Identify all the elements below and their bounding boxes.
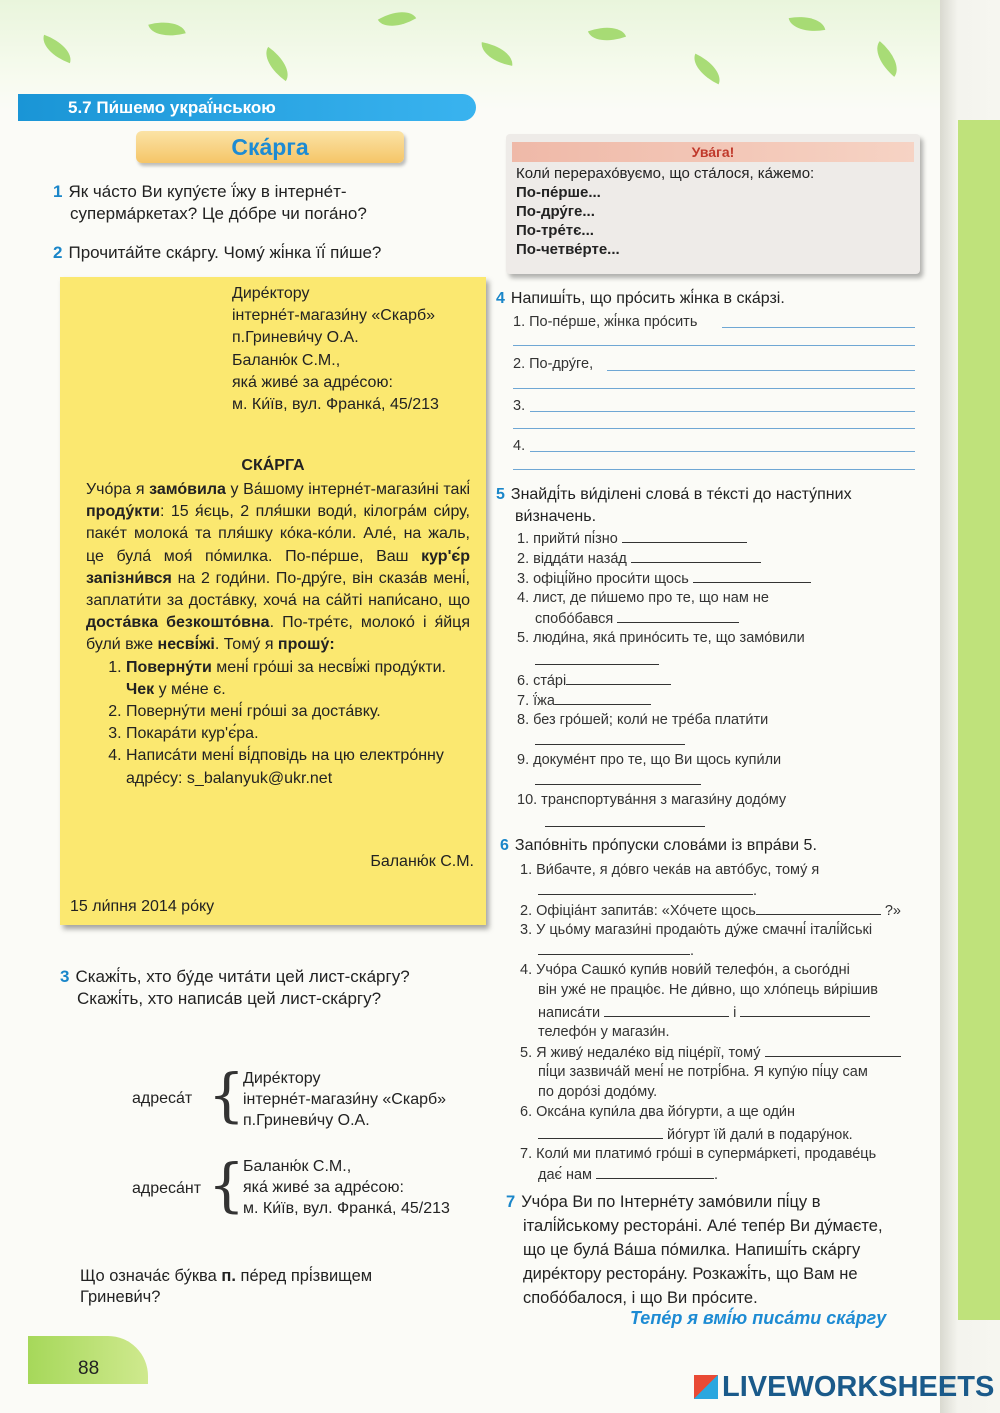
question-abbr: Що означа́є бу́ква п. пе́ред прі́звищем Гриневи́ч? [80, 1267, 373, 1306]
question-2: 2 Прочита́йте ска́ргу. Чому́ жі́нка її́ пи́ше? [53, 243, 382, 262]
q5-item: 9. докуме́нт про те, що Ви щось купи́ли [517, 752, 782, 768]
q5-item: 8. без гро́шей; коли́ не тре́ба плати́ти [517, 712, 769, 728]
question-4: 4 Напиші́ть, що про́сить жі́нка в ска́рзі. [496, 290, 785, 307]
letter-address: Дире́ктору інтерне́т-магази́ну «Скарб» п.Гриневи́чу О.А. Баланю́к С.М., яка́ живе́ за адре́сою: м. Ки́їв, вул. Франка́, 45/213 [232, 285, 439, 414]
answer-4: 4. [513, 438, 526, 454]
addressee-label: адреса́т [132, 1090, 193, 1107]
answer-3: 3. [513, 398, 526, 414]
letter-date: 15 ли́пня 2014 ро́ку [70, 898, 215, 915]
brace-icon: { [208, 1151, 245, 1219]
question-6: 6 Запо́вніть про́пуски слова́ми із впра́ви 5. [500, 837, 817, 854]
answer-1-field-2[interactable] [513, 345, 915, 346]
page-title: Ска́рга [136, 131, 404, 163]
attention-title: Ува́га! [512, 142, 914, 162]
letter-body: Учо́ра я замо́вила у Ва́шому інтерне́т-магази́ні такі́ проду́кти: 15 я́єць, 2 пля́шки води́, кілогра́м си́ру, паке́т молока́ та пля́шку ко́ка-ко́ли. Але́, на жаль, це була́ моя́ по́милка. По-пе́рше, Ваш кур'є́р запізни́вся на 2 годи́ни. По-дру́ге, він сказа́в мені́, заплати́ти за доста́вку, хоча́ на са́йті напи́сано, що доста́вка безкошто́вна. По-тре́тє, молоко́ і я́йця були́ вже несві́жі. Тому́ я прошу́: 1. Поверну́ти мені́ гро́ші за несві́жі проду́кти. Чек у ме́не є. 2. Поверну́ти мені́ гро́ші за доста́вку. 3. Покара́ти кур'є́ра. 4. Написа́ти мені́ ві́дповідь на цю електро́нну адре́су: s_balanyuk@ukr.net [86, 479, 470, 790]
sender-label: адреса́нт [132, 1180, 202, 1197]
q6-item: йо́гурт їй дали́ в подару́нок. [538, 1124, 853, 1145]
answer-2-field-2[interactable] [513, 388, 915, 389]
brace-icon: { [208, 1061, 245, 1129]
addressee-lines: Дире́ктору інтерне́т-магази́ну «Скарб» п.Гриневи́чу О.А. [243, 1070, 447, 1129]
answer-1: 1. По-пе́рше, жі́нка про́сить [513, 314, 698, 330]
sender-lines: Баланю́к С.М., яка́ живе́ за адре́сою: м. Ки́їв, вул. Франка́, 45/213 [243, 1158, 450, 1217]
q6-item: по доро́зі додо́му. [538, 1084, 658, 1100]
q5-item: 3. офіці́йно проси́ти щось [517, 568, 811, 589]
q5-item: 6. ста́рі [517, 670, 671, 691]
letter-title: СКА́РГА [241, 457, 305, 474]
question-5: 5 Знайді́ть ви́ділені слова́ в те́ксті до насту́пних ви́значень. [496, 486, 852, 525]
letter-requests: 1. Поверну́ти мені́ гро́ші за несві́жі проду́кти. Чек у ме́не є. 2. Поверну́ти мені́ гро́ші за доста́вку. 3. Покара́ти кур'є́ра. 4. Написа́ти мені́ ві́дповідь на цю електро́нну адре́су: s_balanyuk@ukr.net [86, 657, 470, 790]
q6-item: 2. Офіціа́нт запита́в: «Хо́чете щось ?» [520, 900, 901, 921]
section-header: 5.7 Пи́шемо украї́нською [18, 94, 476, 121]
q5-item: спобо́бався [535, 608, 739, 629]
q6-blank[interactable]: . [538, 880, 757, 901]
q5-item: 2. відда́ти наза́д [517, 548, 761, 569]
q5-item: 10. транспортува́ння з магази́ну додо́му [517, 792, 787, 808]
answer-4-field[interactable] [530, 451, 915, 452]
q5-blank[interactable] [535, 650, 659, 671]
answer-4-field-2[interactable] [513, 469, 915, 470]
q6-item: 4. Учо́ра Сашко́ купи́в нови́й телефо́н, а сього́дні [520, 962, 850, 978]
brand-logo[interactable]: LIVEWORKSHEETS [694, 1371, 994, 1404]
q5-blank[interactable] [535, 730, 685, 751]
letter-signature: Баланю́к С.М. [370, 853, 474, 870]
brand-icon [694, 1375, 718, 1399]
answer-3-field[interactable] [530, 411, 915, 412]
q6-item: 6. Окса́на купи́ла два йо́гурти, а ще оди́н [520, 1104, 796, 1120]
q6-item: телефо́н у магази́н. [538, 1024, 670, 1040]
q6-item: дає́ нам . [538, 1164, 718, 1185]
attention-box: Ува́га! Коли́ перерахо́вуємо, що ста́лося, ка́жемо: По-пе́рше... По-дру́ге... По-тре́тє... По-четве́рте... [506, 134, 920, 274]
q6-item: 7. Коли́ ми платимо́ гро́ші в суперма́ркеті, продаве́ць [520, 1146, 877, 1162]
q5-blank[interactable] [545, 812, 705, 833]
q5-item: 7. ї́жа [517, 690, 651, 711]
q6-item: 3. У цьо́му магази́ні продаю́ть ду́же смачні́ італі́йські [520, 922, 873, 938]
q5-item: 1. прийти́ пі́зно [517, 528, 747, 549]
answer-1-field[interactable] [722, 327, 915, 328]
q6-blank[interactable]: . [538, 940, 694, 961]
q5-item: 4. лист, де пи́шемо про те, що нам не [517, 590, 769, 606]
q6-item: написа́ти і [538, 1002, 870, 1023]
page-number: 88 [78, 1358, 100, 1379]
q6-item: 1. Ви́бачте, я до́вго чека́в на авто́бус, тому́ я [520, 862, 820, 878]
answer-3-field-2[interactable] [513, 428, 915, 429]
q6-item: він уже́ не працю́є. Не ди́вно, що хло́пець ви́рішив [538, 982, 878, 998]
answer-2-field[interactable] [607, 370, 915, 371]
q6-item: пі́ци зазвича́й мені́ не потрі́бна. Я купу́ю пі́цу сам [538, 1064, 868, 1080]
question-7: 7 Учо́ра Ви по Інтерне́ту замо́вили пі́цу в італі́йському рестора́ні. Але́ тепе́р Ви ду́маєте, що це була́ Ва́ша по́милка. Напиші́ть ска́ргу дире́ктору рестора́ну. Розкажі́ть, що Вам не спобо́балося, і що Ви про́сите. [506, 1193, 883, 1307]
q6-item: 5. Я живу́ недале́ко від піце́рії, тому́ [520, 1042, 901, 1063]
page-edge [940, 0, 1000, 1413]
q5-blank[interactable] [535, 770, 701, 791]
answer-2: 2. По-дру́ге, [513, 356, 594, 372]
question-3: 3 Скажі́ть, хто бу́де чита́ти цей лист-ска́ргу? Скажі́ть, хто написа́в цей лист-ска́ргу? [60, 967, 410, 1008]
question-1: 1 Як ча́сто Ви купу́єте ї́жу в інтерне́т- суперма́ркетах? Це до́бре чи пога́но? [53, 182, 367, 223]
summary-tagline: Тепе́р я вмі́ю писа́ти ска́ргу [630, 1308, 887, 1328]
complaint-letter [60, 277, 486, 925]
q5-item: 5. люди́на, яка́ прино́сить те, що замо́вили [517, 630, 805, 646]
